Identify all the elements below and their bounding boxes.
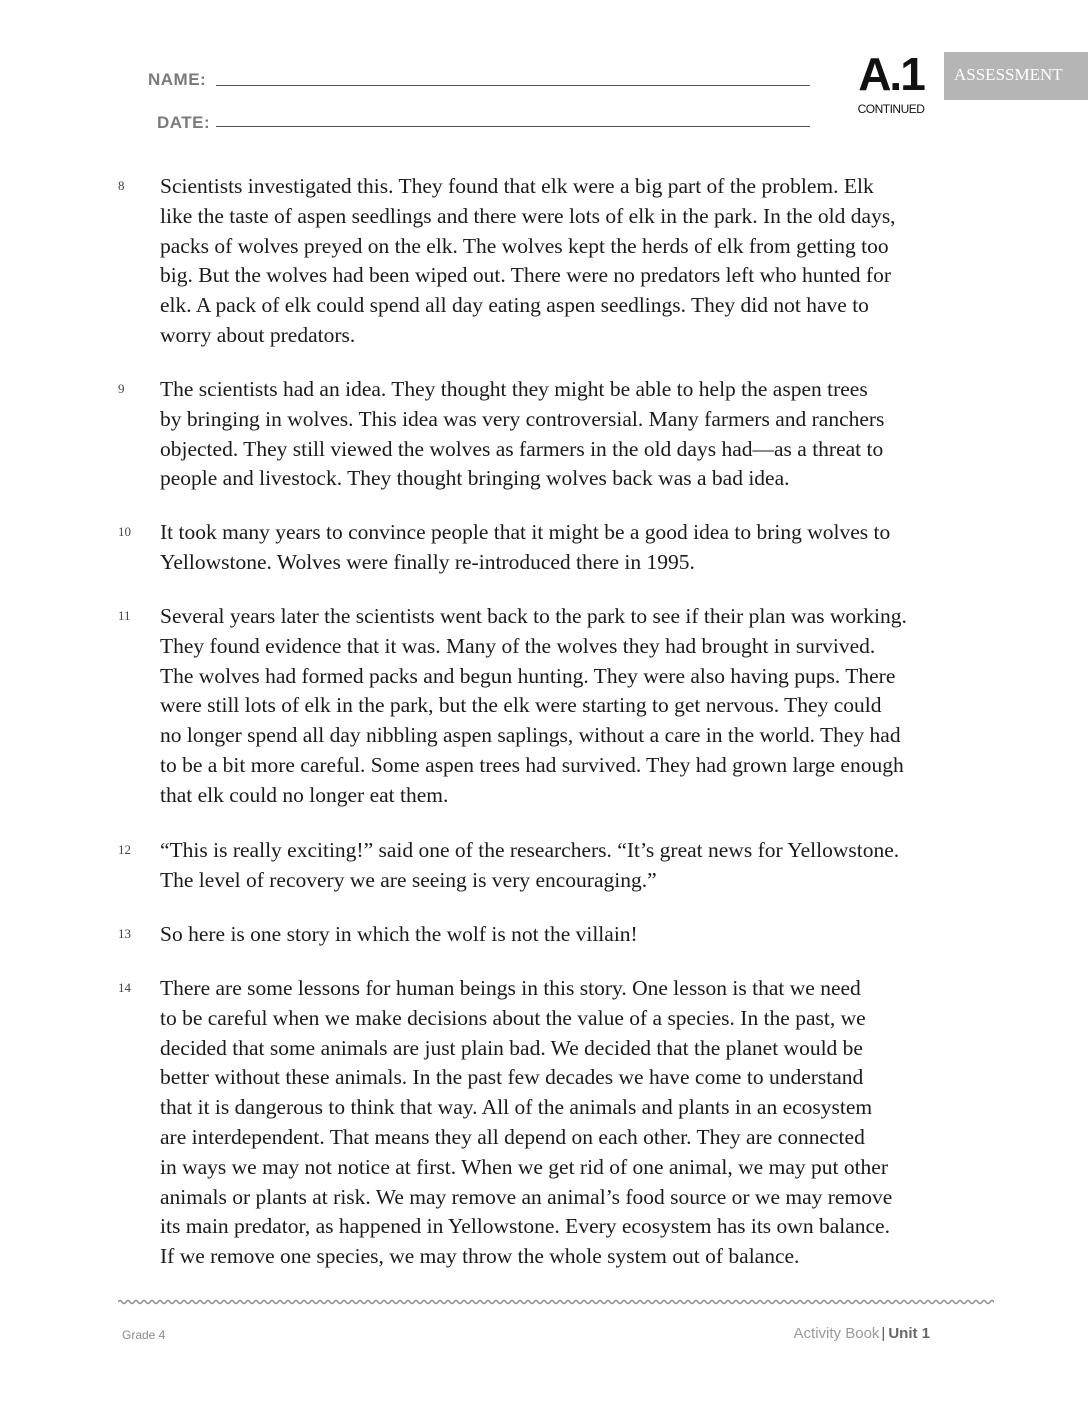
text-line: worry about predators. xyxy=(160,322,356,347)
paragraph-text xyxy=(160,836,1010,896)
date-field-line[interactable] xyxy=(216,126,810,127)
continued-label: CONTINUED xyxy=(857,102,925,116)
paragraph-text xyxy=(160,375,1010,494)
book-title: Activity Book xyxy=(793,1325,880,1342)
text-line: It took many years to convince people that it might be a good idea to bring wolves to xyxy=(160,520,891,544)
paragraph-text xyxy=(160,602,1010,811)
text-line: Scientists investigated this. They found that elk were a big part of the problem. Elk xyxy=(160,174,874,198)
text-line: objected. They still viewed the wolves as farmers in the old days had—as a threat to xyxy=(160,436,884,461)
assessment-tab: ASSESSMENT xyxy=(944,52,1088,100)
text-line: were still lots of elk in the park, but the elk were starting to get nervous. They could xyxy=(160,693,882,718)
paragraph-number: 9 xyxy=(118,381,125,396)
paragraph-number: 14 xyxy=(118,980,131,995)
text-line: There are some lessons for human beings in this story. One lesson is that we need xyxy=(160,976,861,1000)
text-line: its main predator, as happened in Yellowstone. Every ecosystem has its own balance. xyxy=(160,1214,890,1239)
paragraph-text xyxy=(160,920,1010,950)
text-line: no longer spend all day nibbling aspen saplings, without a care in the world. They had xyxy=(160,723,901,748)
text-line: that it is dangerous to think that way. All of the animals and plants in an ecosystem xyxy=(160,1095,873,1120)
text-line: If we remove one species, we may throw the whole system out of balance. xyxy=(160,1244,800,1269)
paragraph-number: 10 xyxy=(118,524,131,539)
name-label: NAME: xyxy=(148,70,207,89)
text-line: decided that some animals are just plain bad. We decided that the planet would be xyxy=(160,1035,863,1060)
text-line: big. But the wolves had been wiped out. There were no predators left who hunted for xyxy=(160,263,891,288)
text-line: like the taste of aspen seedlings and there were lots of elk in the park. In the old days, xyxy=(160,203,896,228)
text-line: The scientists had an idea. They thought they might be able to help the aspen trees xyxy=(160,377,868,401)
text-line: in ways we may not notice at first. When we get rid of one animal, we may put other xyxy=(160,1154,889,1179)
text-line: The wolves had formed packs and begun hunting. They were also having pups. There xyxy=(160,663,896,688)
text-line: by bringing in wolves. This idea was very controversial. Many farmers and ranchers xyxy=(160,406,885,431)
text-line: elk. A pack of elk could spend all day eating aspen seedlings. They did not have to xyxy=(160,293,869,318)
date-label: DATE: xyxy=(157,113,211,132)
text-line: to be careful when we make decisions about the value of a species. In the past, we xyxy=(160,1005,866,1030)
paragraph-text xyxy=(160,172,1010,351)
text-line: Several years later the scientists went back to the park to see if their plan was working. xyxy=(160,604,907,628)
wavy-divider xyxy=(118,1296,994,1308)
name-field-line[interactable] xyxy=(216,85,810,86)
paragraph-number: 13 xyxy=(118,926,131,941)
paragraph-number: 12 xyxy=(118,842,131,857)
text-line: better without these animals. In the past few decades we have come to understand xyxy=(160,1065,864,1090)
text-line: are interdependent. That means they all depend on each other. They are connected xyxy=(160,1124,865,1149)
text-line: packs of wolves preyed on the elk. The wolves kept the herds of elk from getting too xyxy=(160,233,889,258)
text-line: that elk could no longer eat them. xyxy=(160,782,449,807)
text-line: So here is one story in which the wolf is not the villain! xyxy=(160,922,638,946)
paragraph-number: 8 xyxy=(118,178,125,193)
text-line: to be a bit more careful. Some aspen trees had survived. They had grown large enough xyxy=(160,752,904,777)
footer-separator: | xyxy=(881,1325,886,1342)
assessment-code: A.1 xyxy=(858,48,924,100)
grade-label: Grade 4 xyxy=(122,1328,166,1342)
footer-book-unit xyxy=(794,1325,930,1342)
paragraph-number: 11 xyxy=(118,608,131,623)
paragraph-text xyxy=(160,518,1010,578)
text-line: The level of recovery we are seeing is very encouraging.” xyxy=(160,867,657,892)
paragraph-text xyxy=(160,974,1010,1272)
unit-label: Unit 1 xyxy=(888,1325,930,1342)
text-line: animals or plants at risk. We may remove an animal’s food source or we may remove xyxy=(160,1184,893,1209)
text-line: They found evidence that it was. Many of the wolves they had brought in survived. xyxy=(160,633,876,658)
text-line: people and livestock. They thought bringing wolves back was a bad idea. xyxy=(160,466,790,491)
text-line: Yellowstone. Wolves were finally re-introduced there in 1995. xyxy=(160,549,695,574)
text-line: “This is really exciting!” said one of the researchers. “It’s great news for Yellowstone. xyxy=(160,838,900,862)
